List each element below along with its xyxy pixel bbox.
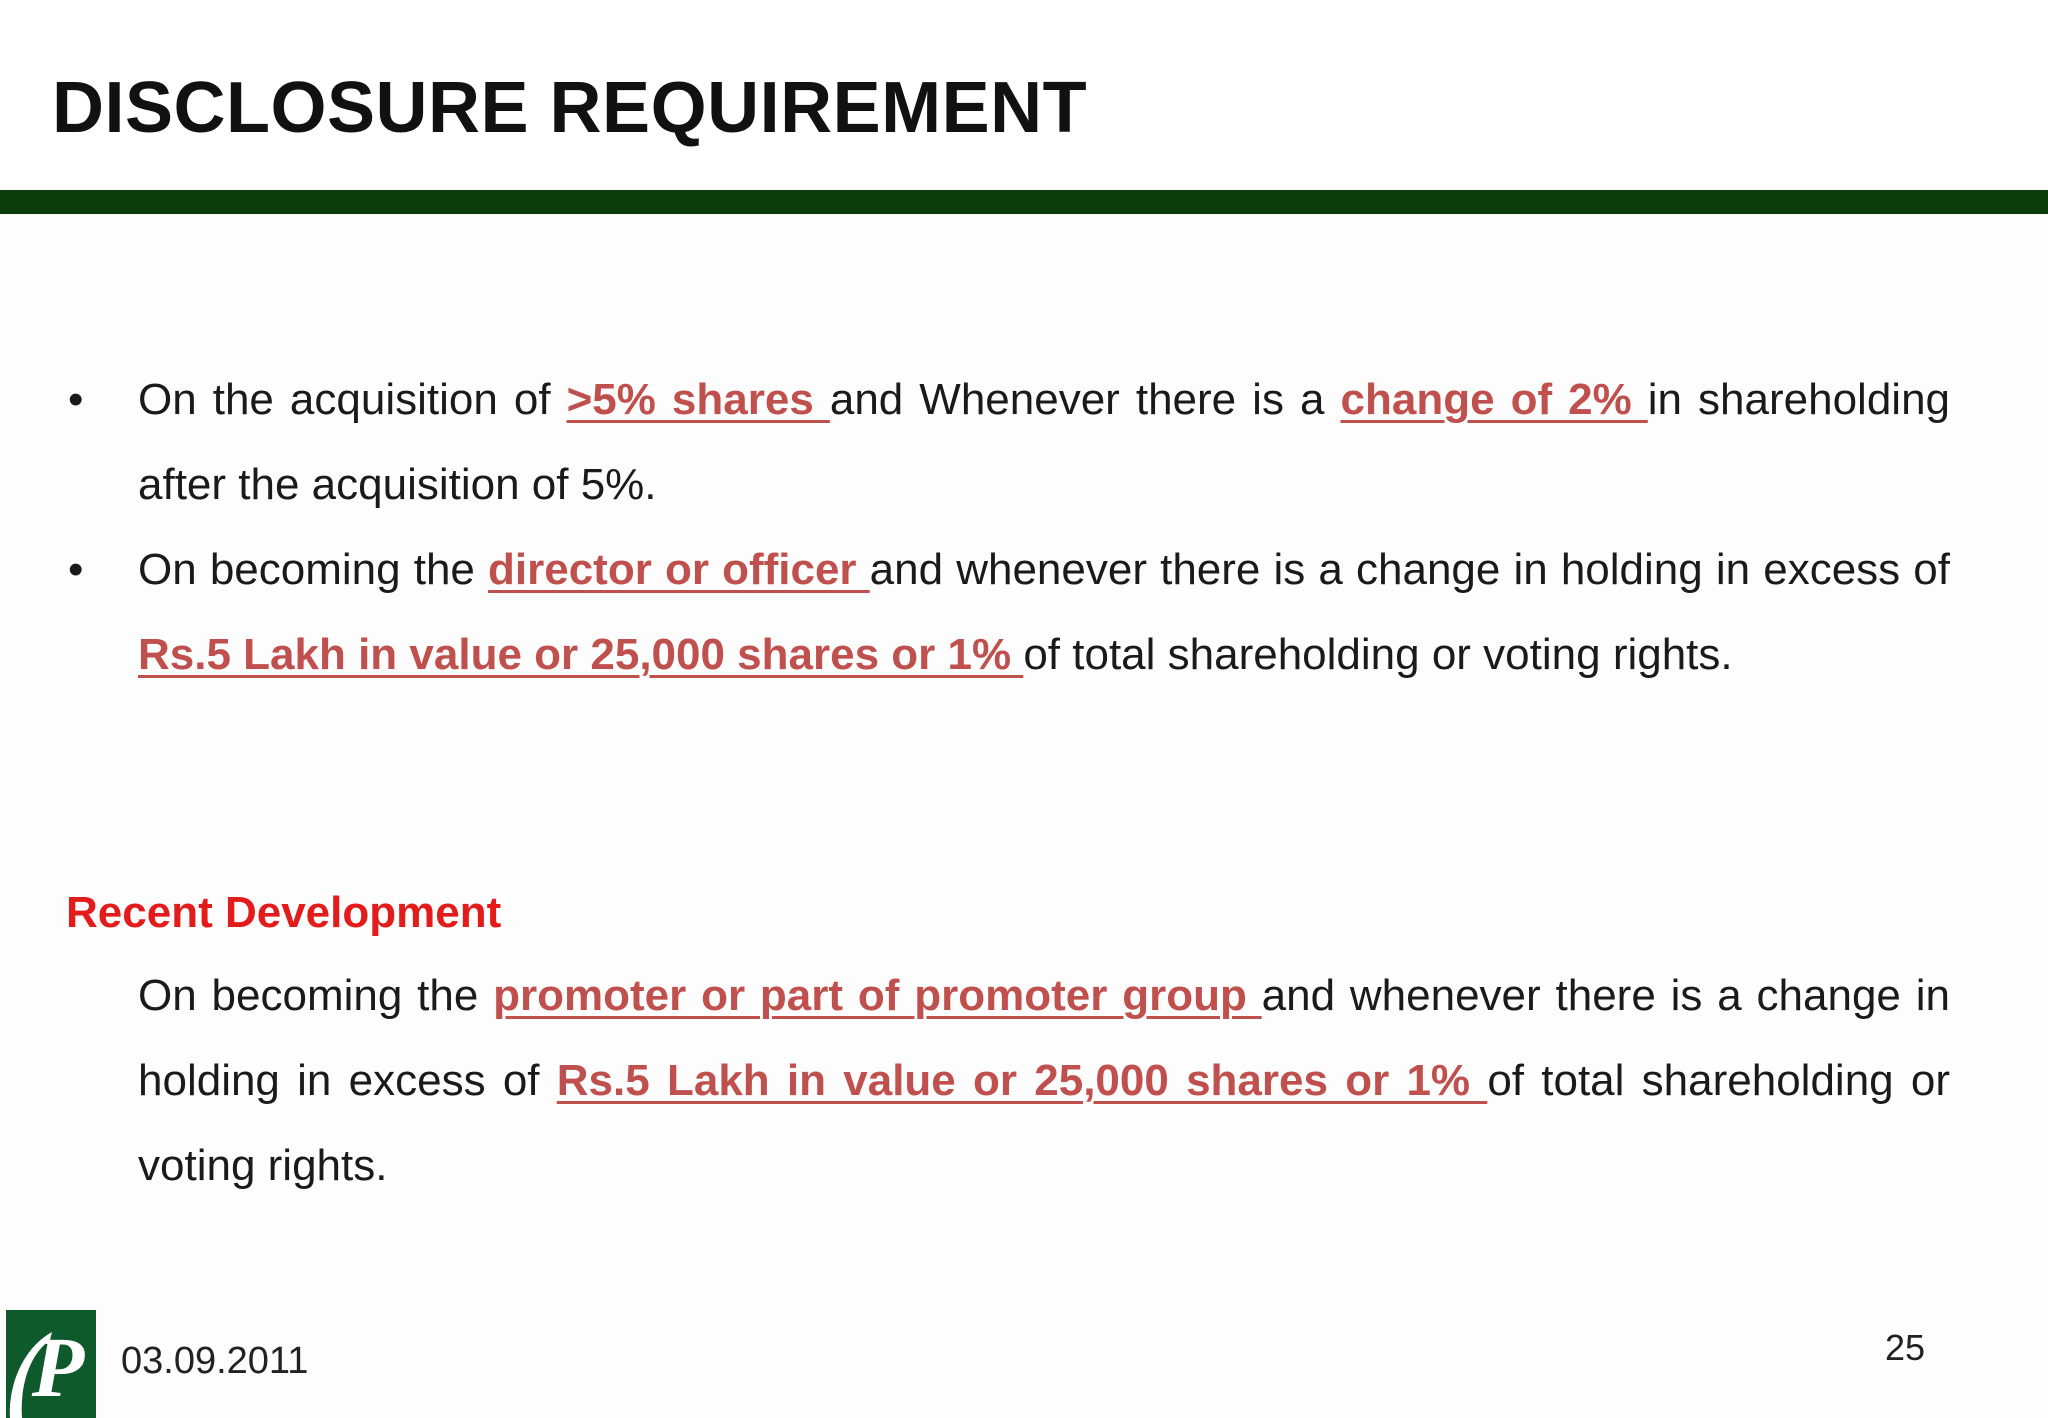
- paragraph-text: On becoming the: [138, 545, 489, 594]
- slide-date: 03.09.2011: [121, 1340, 309, 1382]
- paragraph-text: On becoming the: [138, 971, 494, 1020]
- bullet-paragraph-1: [138, 357, 1950, 527]
- bullet-dot-2: •: [68, 545, 84, 594]
- highlighted-term: change of 2%: [1340, 375, 1648, 424]
- paragraph-text: of total shareholding or voting rights.: [1023, 630, 1733, 679]
- page-number: 25: [1885, 1327, 1926, 1368]
- title-divider-bar: [0, 190, 2048, 214]
- highlighted-term: director or officer: [488, 545, 870, 594]
- highlighted-term: Rs.5 Lakh in value or 25,000 shares or 1%: [556, 1056, 1488, 1105]
- title-area: [0, 0, 2048, 190]
- slide-title: DISCLOSURE REQUIREMENT: [52, 68, 1088, 148]
- highlighted-term: >5% shares: [566, 375, 830, 424]
- paragraph-text: and whenever there is a change in holding in excess of: [138, 971, 1950, 1105]
- paragraph-text: and whenever there is a change in holding in excess of: [869, 545, 1950, 594]
- paragraph-text: On the acquisition of: [138, 375, 567, 424]
- recent-development-paragraph: [138, 953, 1950, 1208]
- highlighted-term: Rs.5 Lakh in value or 25,000 shares or 1%: [138, 630, 1024, 679]
- paragraph-text: and Whenever there is a: [829, 375, 1341, 424]
- company-logo: [0, 1310, 96, 1418]
- bullet-paragraph-2: [138, 527, 1950, 697]
- recent-development-heading: Recent Development: [66, 888, 502, 937]
- logo-letter: P: [31, 1319, 85, 1415]
- bullet-dot-1: •: [68, 375, 84, 424]
- highlighted-term: promoter or part of promoter group: [493, 971, 1262, 1020]
- paragraph-text: of total shareholding or voting rights.: [138, 1056, 1951, 1190]
- paragraph-text: in shareholding after the acquisition of 5%.: [138, 375, 1951, 509]
